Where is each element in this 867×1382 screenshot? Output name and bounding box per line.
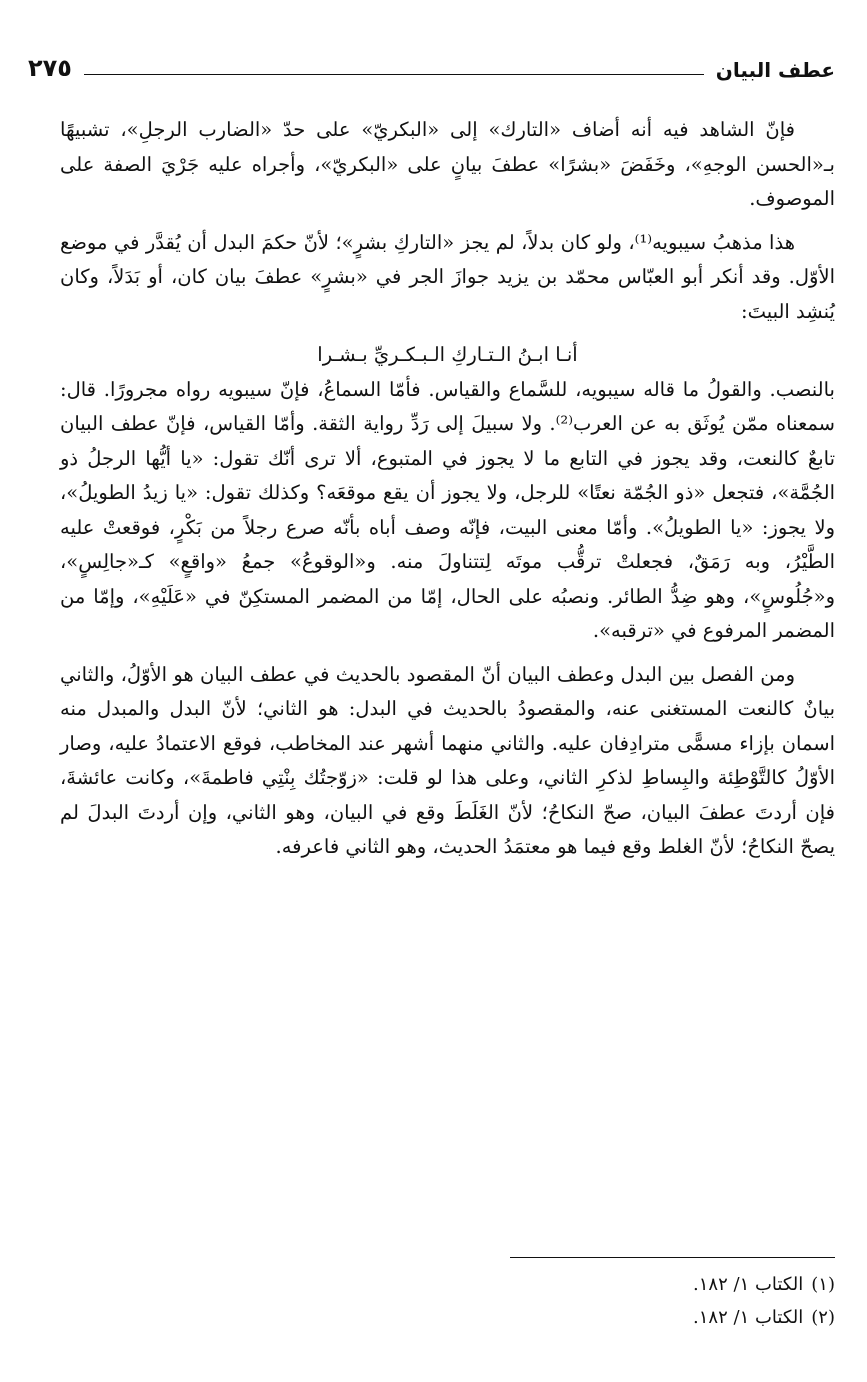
footnote-text: الكتاب ١/ ١٨٢. [693,1307,804,1328]
footnote-item [400,1268,835,1301]
page-number: ٢٧٥ [28,54,72,82]
page-header [28,48,835,82]
header-rule [84,74,704,75]
footnotes [400,1268,835,1334]
footnote-number: (١) [811,1274,835,1295]
paragraph: ومن الفصل بين البدل وعطف البيان أنّ المقصود بالحديث في عطف البيان هو الأوّلُ، والثاني بيانٌ كالنعت المستغنى عنه، والمقصودُ بالحديث في البدل: هو الثاني؛ لأنّ البدل والمبدل منه اسمان بإزاء مسمًّى مترادِفان عليه. والثاني منهما أشهر عند المخاطب، فوقع الاعتمادُ عليه، وصار الأوّلُ كالتَّوْطِئة والبِساطِ لذكرِ الثاني، وعلى هذا لو قلت: «زوّجتُك بِنْتِي فاطمةَ»، وكانت عائشةَ، فإن أردتَ عطفَ البيان، صحّ النكاحُ؛ لأنّ الغَلَطَ وقع في البيان، وهو الثاني، وإن أردتَ البدلَ لم يصحّ النكاحُ؛ لأنّ الغلط وقع فيما هو معتمَدُ الحديث، وهو الثاني فاعرفه. [60,662,835,858]
poetry-verse: أنـا ابـنُ الـتـاركِ الـبـكـريِّ بـشـرا [317,343,578,366]
page-body [60,113,835,874]
paragraph: بالنصب. والقولُ ما قاله سيبويه، للسَّماع والقياس. فأمّا السماعُ، فإنّ سيبويه رواه مجرورًا. قال: سمعناه ممّن يُوثَق به عن العرب⁽²⁾. ولا سبيلَ إلى رَدِّ رواية الثقة. وأمّا القياس، فإنّ عطف البيان تابعٌ كالنعت، وقد يجوز في التابع ما لا يجوز في المتبوع، ألا ترى أنّك تقول: «يا أيُّها الرجلُ ذو الجُمَّة»، فتجعل «ذو الجُمّة نعتًا» للرجل، ولا يجوز أن يقع موقعَه؟ وكذلك تقول: «يا زيدُ الطويلُ»، ولا يجوز: «يا الطويلُ». وأمّا معنى البيت، فإنّه وصف أباه بأنّه صرع رجلاً من بَكْرٍ، فوقعتْ عليه الطَّيْرُ، وبه رَمَقٌ، فجعلتْ ترقُّب موتَه لِتتناولَ منه. و«الوقوعُ» جمعُ «واقعٍ» كـ«جالِسٍ»، و«جُلُوسٍ»، وهو ضِدُّ الطائر. ونصبُه على الحال، إمّا من المضمر المستكِنّ في «عَلَيْهِ»، وإمّا من المضمر المرفوع في «ترقبه». [60,377,835,642]
footnote-item [400,1301,835,1334]
paragraph: هذا مذهبُ سيبويه⁽¹⁾، ولو كان بدلاً، لم يجز «التاركِ بشرٍ»؛ لأنّ حكمَ البدل أن يُقدَّر في موضع الأوّل. وقد أنكر أبو العبّاس محمّد بن يزيد جوازَ الجر في «بشرٍ» عطفَ بيان كان، أو بَدَلاً، وكان يُنشِد البيتَ: [60,230,835,323]
paragraph: فإنّ الشاهد فيه أنه أضاف «التارك» إلى «البكريّ» على حدّ «الضارب الرجلِ»، تشبيهًا بـ«الحسن الوجهِ»، وخَفَضَ «بشرًا» عطفَ بيانٍ على «البكريّ»، وأجراه عليه جَرْيَ الصفة على الموصوف. [60,118,835,210]
footnote-text: الكتاب ١/ ١٨٢. [693,1274,804,1295]
footnote-number: (٢) [811,1307,835,1328]
chapter-title: عطف البيان [715,58,835,82]
footnote-rule [510,1257,835,1258]
